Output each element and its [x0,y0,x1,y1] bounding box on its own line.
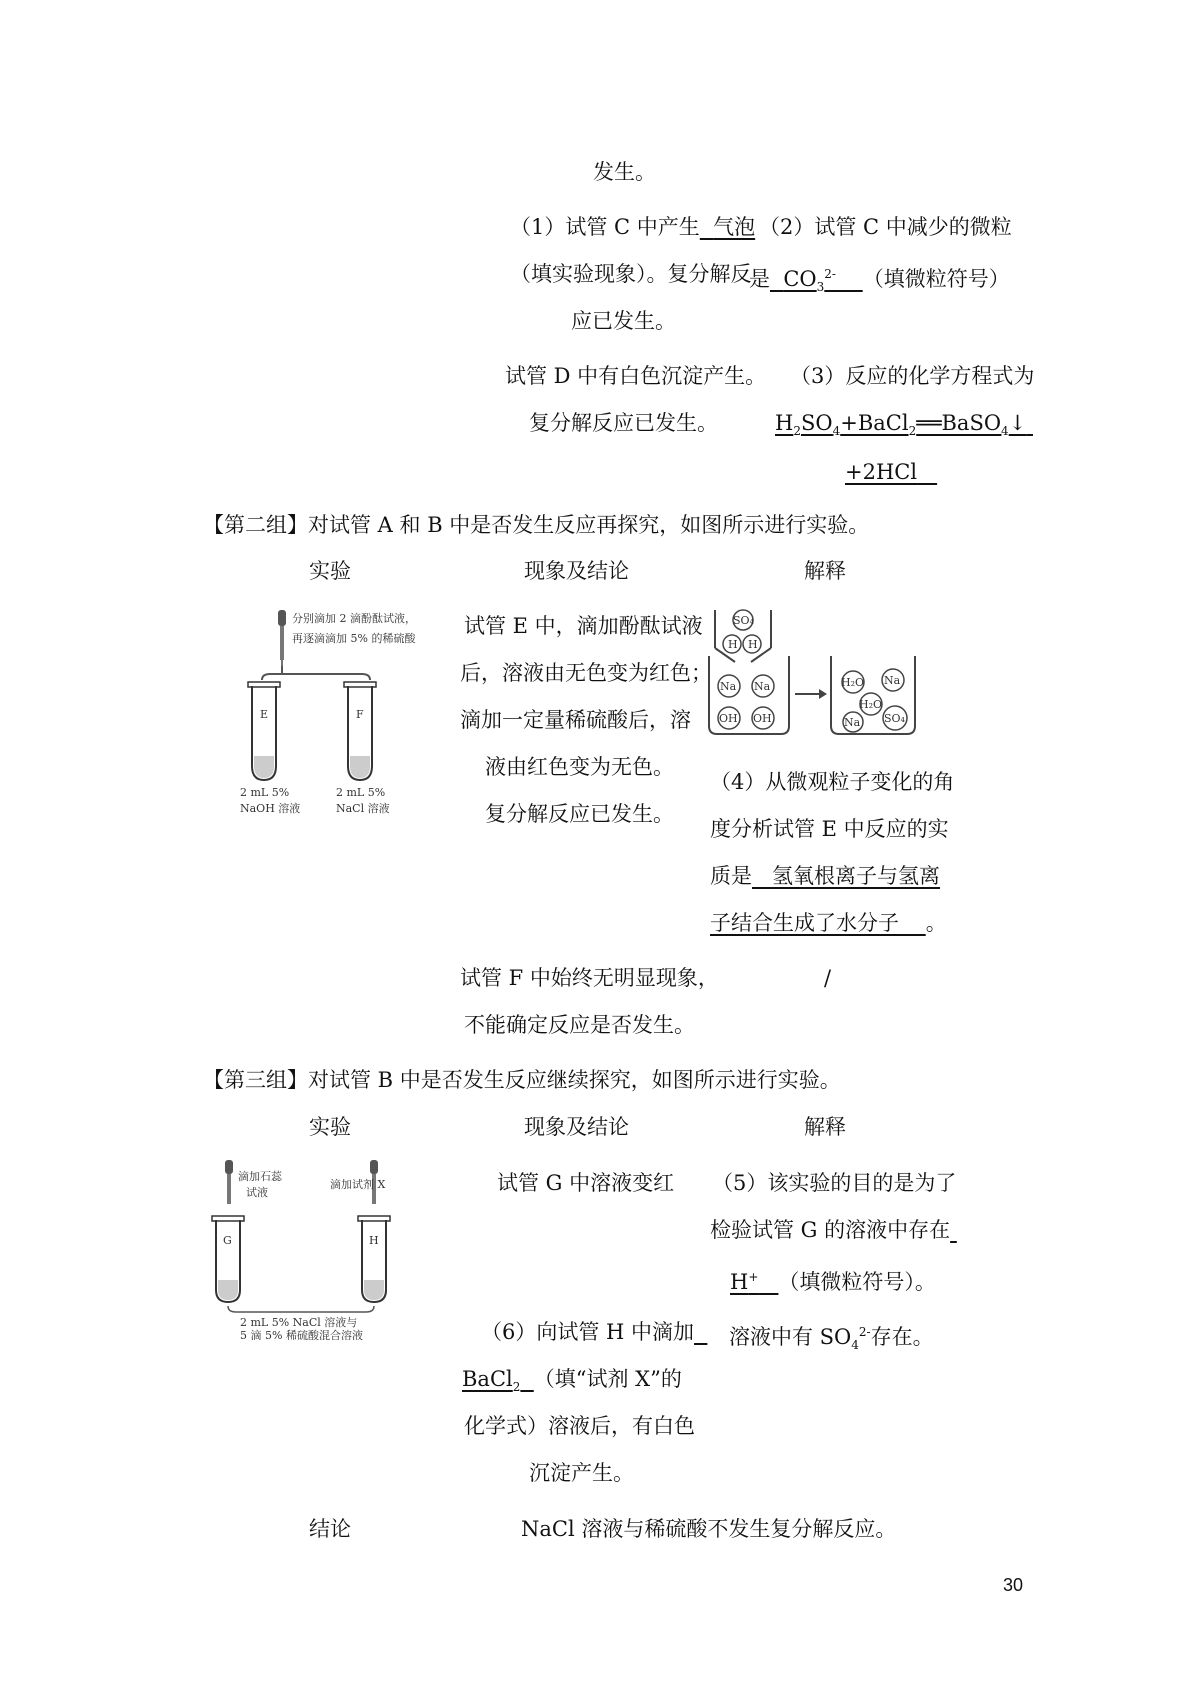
tube-label: F [356,708,364,721]
column-header: 实验 [309,1115,351,1139]
text-line: 复分解反应已发生。 [529,411,718,435]
chemical-equation [775,409,1033,445]
answer-text: BaCl [462,1367,513,1391]
tube-label: G [223,1234,232,1247]
text-span: （6）向试管 H 中滴加 [481,1320,695,1344]
molecule-label: H₂O [859,698,883,711]
answer-text: 子结合生成了水分子 [710,911,899,935]
subscript: 2 [908,424,917,439]
superscript: 2- [858,1325,871,1339]
text-span: 检验试管 G 的溶液中存在 [710,1218,951,1242]
text-line: 液由红色变为无色。 [485,755,674,779]
page-number: 30 [1003,1575,1024,1595]
tube-caption: 2 mL 5% NaCl 溶液与 [240,1316,358,1329]
text-line: 试管 D 中有白色沉淀产生。 [505,364,767,388]
section-heading: 【第三组】对试管 B 中是否发生反应继续探究，如图所示进行实验。 [203,1068,841,1092]
text-span: 质是 [710,864,752,888]
text-line: （4）从微观粒子变化的角 [710,770,955,794]
eq-part: SO [800,411,833,435]
test-tube-figure-gh [210,1160,400,1340]
text-line [749,260,1010,301]
answer-text: H [730,1270,749,1294]
subscript: 4 [832,424,841,439]
text-line [710,1216,957,1244]
column-header: 解释 [804,559,846,583]
text-line [481,1318,707,1346]
conclusion-text: NaCl 溶液与稀硫酸不发生复分解反应。 [521,1517,897,1541]
text-line [730,1263,936,1296]
column-header: 实验 [309,559,351,583]
subscript: 2 [793,424,801,439]
text-line [710,909,947,937]
superscript: 2- [824,267,836,281]
subscript: 4 [851,1338,859,1353]
tube-caption: 5 滴 5% 稀硫酸混合溶液 [240,1329,363,1340]
text-line: 复分解反应已发生。 [485,802,674,826]
text-line: / [824,966,832,990]
text-line: （填实验现象）。复分解反 [510,262,752,286]
text-line: （3）反应的化学方程式为 [790,364,1035,388]
answer-text: 氢氧根离子与氢离 [772,864,941,888]
column-header: 解释 [804,1115,846,1139]
text-span: 溶液中有 SO [729,1325,852,1349]
ion-label: Na [884,674,901,687]
text-line: 滴加一定量稀硫酸后，溶 [460,708,691,732]
ion-label: OH [719,712,738,725]
text-span: 是 [749,267,770,291]
eq-part: ══BaSO [916,411,1002,435]
ion-label: Na [754,680,771,693]
answer-blank [694,1320,707,1344]
answer-blank [730,1270,778,1294]
answer-blank [462,1367,534,1395]
answer-blank [770,267,863,295]
text-span: （1）试管 C 中产生 [510,215,700,239]
subscript: 2 [512,1380,521,1395]
text-span: （填“试剂 X”的 [533,1367,682,1391]
text-line: 化学式）溶液后，有白色 [464,1414,695,1438]
text-span: 存在。 [870,1325,934,1349]
text-line: 发生。 [593,160,656,184]
text-line [462,1365,682,1401]
text-span: （填微粒符号）。 [778,1270,936,1294]
text-line [729,1318,934,1359]
text-line: 沉淀产生。 [529,1461,634,1485]
column-header: 现象及结论 [524,559,629,583]
precipitate-arrow: ↓ [1008,411,1027,435]
tube-label: E [260,708,269,721]
dropper-label: 分别滴加 2 滴酚酞试液， [292,612,416,625]
ion-label: OH [753,712,772,725]
dropper-label: 滴加石蕊 [238,1170,282,1183]
subscript: 4 [1001,424,1009,439]
subscript: 3 [816,280,825,295]
text-line: 试管 E 中，滴加酚酞试液 [464,614,703,638]
text-line [710,862,940,890]
column-header: 现象及结论 [524,1115,629,1139]
text-line: （5）该实验的目的是为了 [712,1171,957,1195]
ion-label: Na [720,680,737,693]
molecule-label: H₂O [841,676,865,689]
text-line: 不能确定反应是否发生。 [464,1013,695,1037]
text-line: （2）试管 C 中减少的微粒 [759,215,1012,239]
ion-label: SO₄ [884,712,905,725]
text-line: 试管 G 中溶液变红 [497,1171,675,1195]
text-line: 应已发生。 [571,309,676,333]
answer-text: 气泡 [713,215,756,239]
ion-label: H [748,638,758,651]
superscript: + [748,1270,759,1284]
dropper-label: 再逐滴滴加 5% 的稀硫酸 [292,632,416,645]
tube-caption: NaOH 溶液 [240,802,301,815]
particle-diagram [707,606,919,738]
ion-label: SO₄ [733,614,754,627]
answer-blank [700,215,755,239]
text-span: 。 [925,911,947,935]
eq-part: +2HCl [845,460,918,484]
ion-label: Na [844,716,861,729]
text-line [510,213,755,241]
answer-blank [950,1218,957,1242]
answer-blank [710,911,926,935]
conclusion-label: 结论 [309,1517,351,1541]
tube-caption: 2 mL 5% [240,786,290,799]
chemical-equation [845,458,937,486]
text-line: 试管 F 中始终无明显现象， [460,966,719,990]
text-line: 后，溶液由无色变为红色； [460,661,712,685]
answer-text: CO [783,267,817,291]
tube-label: H [369,1234,379,1247]
ion-label: H [728,638,738,651]
dropper-label: 滴加试剂 X [330,1178,386,1191]
eq-part: +BaCl [840,411,909,435]
text-line: 度分析试管 E 中反应的实 [710,817,949,841]
section-heading: 【第二组】对试管 A 和 B 中是否发生反应再探究，如图所示进行实验。 [203,513,870,537]
dropper-label: 试液 [246,1186,268,1199]
answer-blank [752,864,940,888]
text-span: （填微粒符号） [862,267,1010,291]
tube-caption: NaCl 溶液 [336,802,390,815]
test-tube-figure-ef [240,608,460,818]
tube-caption: 2 mL 5% [336,786,386,799]
eq-part: H [775,411,794,435]
